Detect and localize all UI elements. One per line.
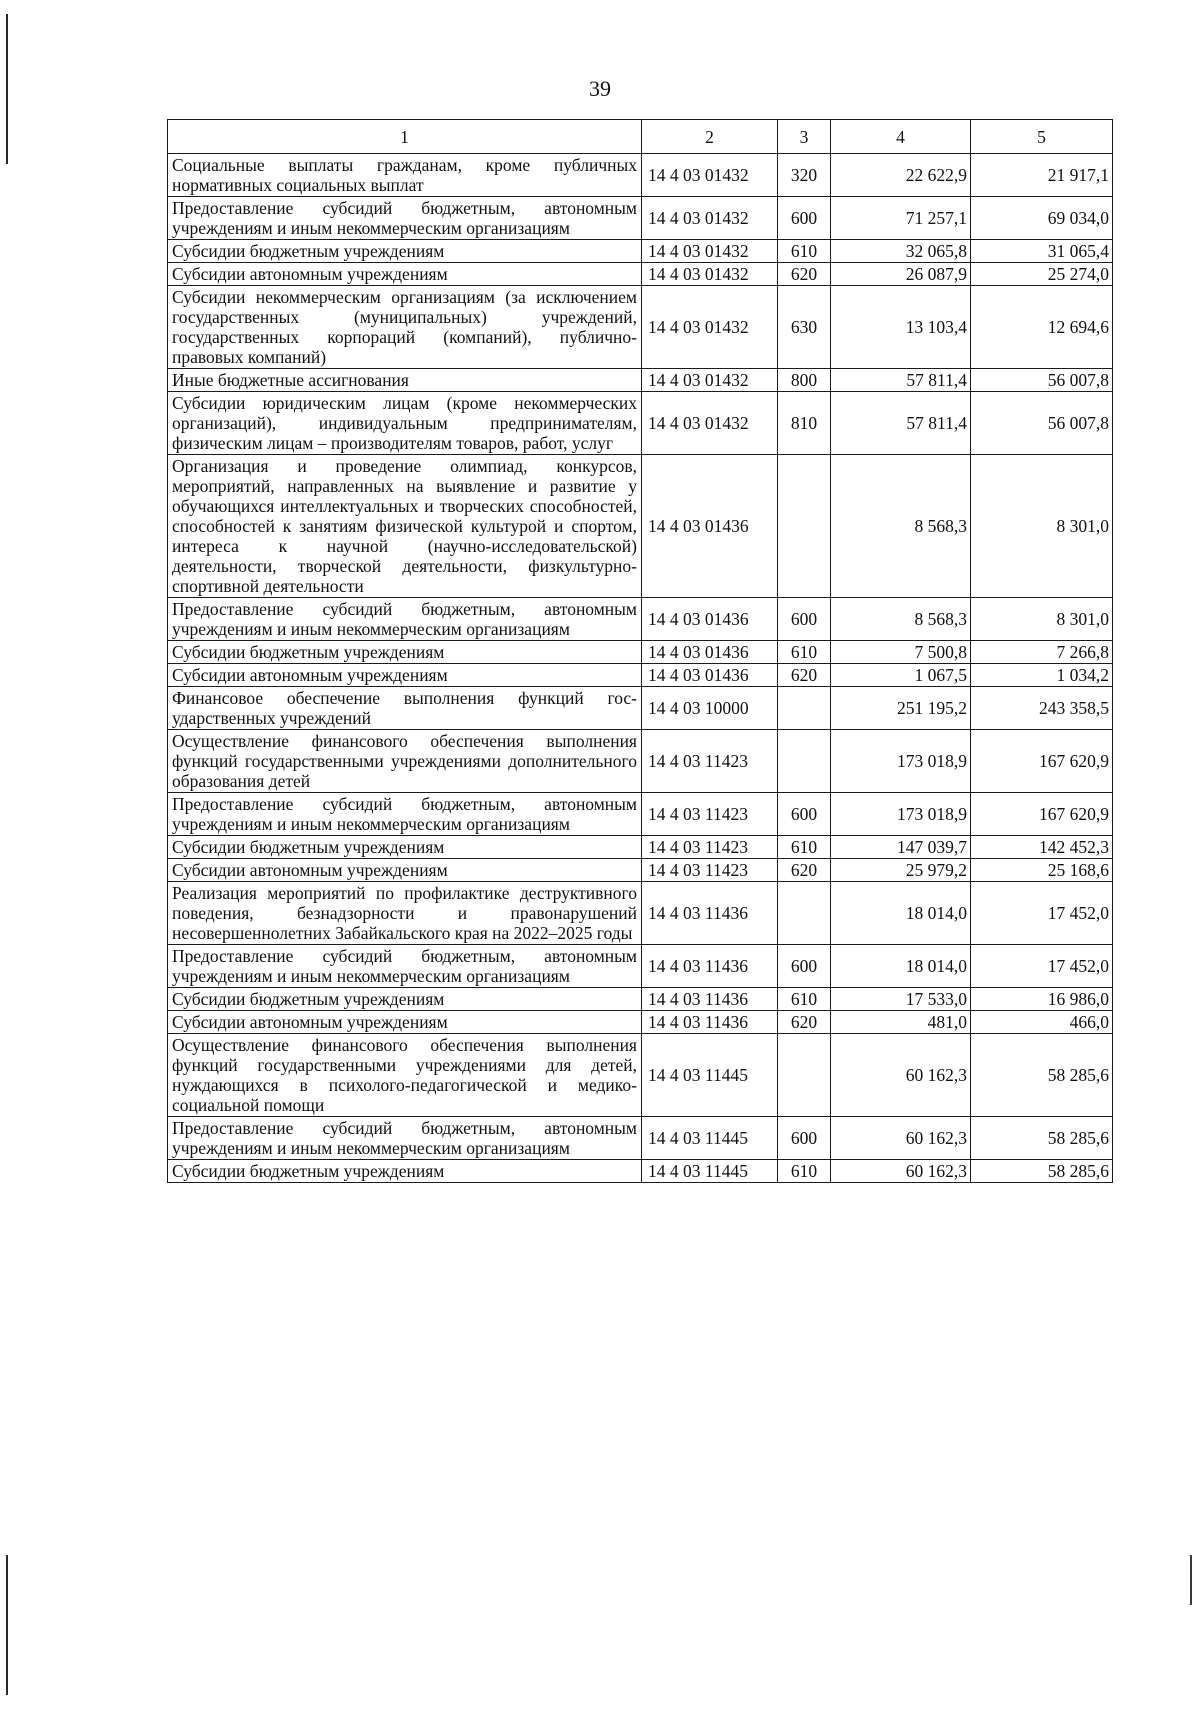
- row-value-5-cell: 21 917,1: [971, 154, 1113, 197]
- table-row: [168, 836, 1113, 859]
- table-row: [168, 1011, 1113, 1034]
- header-cell-2: 2: [642, 120, 778, 154]
- table-row: [168, 945, 1113, 988]
- row-value-4-cell: 147 039,7: [831, 836, 971, 859]
- row-value-4-cell: 251 195,2: [831, 687, 971, 730]
- row-value-5-cell: 58 285,6: [971, 1117, 1113, 1160]
- row-name-cell: Осуществление финансового обеспечения выполнения функций государственными учреждениями для детей, нуждающихся в психолого-педагогической и медико-социальной помощи: [168, 1034, 642, 1117]
- row-type-cell: 610: [778, 641, 831, 664]
- row-code-cell: 14 4 03 01432: [642, 392, 778, 455]
- row-name-cell: Иные бюджетные ассигнования: [168, 369, 642, 392]
- table-row: [168, 1117, 1113, 1160]
- row-type-cell: 320: [778, 154, 831, 197]
- row-value-4-cell: 32 065,8: [831, 240, 971, 263]
- row-value-4-cell: 1 067,5: [831, 664, 971, 687]
- row-code-cell: 14 4 03 11445: [642, 1034, 778, 1117]
- table-row: [168, 598, 1113, 641]
- table-row: [168, 988, 1113, 1011]
- row-name-cell: Субсидии автономным учреждениям: [168, 859, 642, 882]
- row-name-cell: Социальные выплаты гражданам, кроме публичных нормативных социальных выплат: [168, 154, 642, 197]
- row-value-5-cell: 17 452,0: [971, 882, 1113, 945]
- row-value-5-cell: 56 007,8: [971, 369, 1113, 392]
- row-code-cell: 14 4 03 01432: [642, 197, 778, 240]
- row-type-cell: 800: [778, 369, 831, 392]
- row-value-5-cell: 8 301,0: [971, 455, 1113, 598]
- row-name-cell: Субсидии юридическим лицам (кроме некоммерческих организаций), индивидуальным предпринимателям, физическим лицам – производителям товаров, работ, услуг: [168, 392, 642, 455]
- table-row: [168, 240, 1113, 263]
- row-name-cell: Предоставление субсидий бюджетным, автономным учреждениям и иным некоммерческим организациям: [168, 197, 642, 240]
- header-cell-4: 4: [831, 120, 971, 154]
- row-code-cell: 14 4 03 01432: [642, 240, 778, 263]
- row-value-4-cell: 17 533,0: [831, 988, 971, 1011]
- row-value-4-cell: 8 568,3: [831, 455, 971, 598]
- table-row: [168, 455, 1113, 598]
- row-code-cell: 14 4 03 01432: [642, 263, 778, 286]
- row-code-cell: 14 4 03 01436: [642, 455, 778, 598]
- row-value-5-cell: 17 452,0: [971, 945, 1113, 988]
- row-type-cell: 620: [778, 664, 831, 687]
- row-type-cell: 810: [778, 392, 831, 455]
- row-name-cell: Субсидии бюджетным учреждениям: [168, 836, 642, 859]
- row-value-4-cell: 173 018,9: [831, 730, 971, 793]
- header-cell-5: 5: [971, 120, 1113, 154]
- table-row: [168, 793, 1113, 836]
- row-code-cell: 14 4 03 11436: [642, 988, 778, 1011]
- table-row: [168, 664, 1113, 687]
- table-row: [168, 730, 1113, 793]
- row-value-5-cell: 1 034,2: [971, 664, 1113, 687]
- row-value-5-cell: 25 274,0: [971, 263, 1113, 286]
- row-code-cell: 14 4 03 11423: [642, 793, 778, 836]
- row-value-4-cell: 26 087,9: [831, 263, 971, 286]
- row-value-4-cell: 57 811,4: [831, 369, 971, 392]
- row-value-4-cell: 13 103,4: [831, 286, 971, 369]
- row-value-5-cell: 56 007,8: [971, 392, 1113, 455]
- row-value-4-cell: 57 811,4: [831, 392, 971, 455]
- row-type-cell: 610: [778, 1160, 831, 1183]
- row-type-cell: 620: [778, 263, 831, 286]
- row-name-cell: Субсидии автономным учреждениям: [168, 664, 642, 687]
- row-code-cell: 14 4 03 11436: [642, 882, 778, 945]
- row-value-4-cell: 71 257,1: [831, 197, 971, 240]
- table-row: [168, 687, 1113, 730]
- page-number: 39: [589, 76, 611, 101]
- row-code-cell: 14 4 03 10000: [642, 687, 778, 730]
- row-value-4-cell: 8 568,3: [831, 598, 971, 641]
- row-code-cell: 14 4 03 11445: [642, 1160, 778, 1183]
- row-code-cell: 14 4 03 01436: [642, 641, 778, 664]
- row-value-4-cell: 18 014,0: [831, 945, 971, 988]
- row-value-5-cell: 167 620,9: [971, 793, 1113, 836]
- row-type-cell: 600: [778, 945, 831, 988]
- row-value-4-cell: 60 162,3: [831, 1117, 971, 1160]
- table-row: [168, 1160, 1113, 1183]
- row-code-cell: 14 4 03 11423: [642, 836, 778, 859]
- row-value-5-cell: 8 301,0: [971, 598, 1113, 641]
- row-type-cell: 620: [778, 1011, 831, 1034]
- row-code-cell: 14 4 03 01432: [642, 154, 778, 197]
- row-type-cell: 600: [778, 1117, 831, 1160]
- row-type-cell: 610: [778, 988, 831, 1011]
- row-type-cell: 600: [778, 197, 831, 240]
- row-name-cell: Субсидии бюджетным учреждениям: [168, 240, 642, 263]
- row-value-4-cell: 481,0: [831, 1011, 971, 1034]
- row-code-cell: 14 4 03 01432: [642, 286, 778, 369]
- row-type-cell: 630: [778, 286, 831, 369]
- header-cell-1: 1: [168, 120, 642, 154]
- row-value-5-cell: 142 452,3: [971, 836, 1113, 859]
- row-value-5-cell: 243 358,5: [971, 687, 1113, 730]
- row-value-4-cell: 60 162,3: [831, 1034, 971, 1117]
- row-code-cell: 14 4 03 01436: [642, 664, 778, 687]
- row-name-cell: Субсидии бюджетным учреждениям: [168, 641, 642, 664]
- table-row: [168, 286, 1113, 369]
- row-code-cell: 14 4 03 11436: [642, 1011, 778, 1034]
- row-type-cell: [778, 730, 831, 793]
- table-row: [168, 369, 1113, 392]
- row-value-5-cell: 12 694,6: [971, 286, 1113, 369]
- row-name-cell: Субсидии некоммерческим организациям (за исключением государственных (муниципальных) учреждений, государственных корпораций (компаний), публично-правовых компаний): [168, 286, 642, 369]
- row-name-cell: Предоставление субсидий бюджетным, автономным учреждениям и иным некоммерческим организациям: [168, 793, 642, 836]
- row-code-cell: 14 4 03 11423: [642, 730, 778, 793]
- row-type-cell: [778, 455, 831, 598]
- table-row: [168, 154, 1113, 197]
- table-body: [168, 120, 1113, 1183]
- table-header-row: [168, 120, 1113, 154]
- table-row: [168, 392, 1113, 455]
- table-row: [168, 641, 1113, 664]
- row-name-cell: Субсидии автономным учреждениям: [168, 1011, 642, 1034]
- row-value-5-cell: 466,0: [971, 1011, 1113, 1034]
- row-value-4-cell: 7 500,8: [831, 641, 971, 664]
- row-type-cell: 610: [778, 836, 831, 859]
- row-name-cell: Субсидии бюджетным учреждениям: [168, 1160, 642, 1183]
- row-code-cell: 14 4 03 01432: [642, 369, 778, 392]
- row-code-cell: 14 4 03 01436: [642, 598, 778, 641]
- scan-edge-left-lower: [6, 1555, 8, 1695]
- table-row: [168, 263, 1113, 286]
- row-code-cell: 14 4 03 11445: [642, 1117, 778, 1160]
- row-value-4-cell: 173 018,9: [831, 793, 971, 836]
- row-type-cell: 620: [778, 859, 831, 882]
- row-value-5-cell: 58 285,6: [971, 1034, 1113, 1117]
- row-name-cell: Предоставление субсидий бюджетным, автономным учреждениям и иным некоммерческим организациям: [168, 945, 642, 988]
- row-code-cell: 14 4 03 11423: [642, 859, 778, 882]
- row-value-5-cell: 69 034,0: [971, 197, 1113, 240]
- row-value-4-cell: 25 979,2: [831, 859, 971, 882]
- row-name-cell: Организация и проведение олимпиад, конкурсов, мероприятий, направленных на выявление и развитие у обучающихся интеллектуальных и творческих способностей, способностей к занятиям физической культурой и спортом, интереса к научной (научно-исследовательской) деятельности, творческой деятельности, физкультурно-спортивной деятельности: [168, 455, 642, 598]
- row-name-cell: Субсидии бюджетным учреждениям: [168, 988, 642, 1011]
- table-row: [168, 859, 1113, 882]
- table-row: [168, 882, 1113, 945]
- row-type-cell: [778, 1034, 831, 1117]
- row-name-cell: Осуществление финансового обеспечения выполнения функций государственными учреждениями дополнительного образования детей: [168, 730, 642, 793]
- row-name-cell: Предоставление субсидий бюджетным, автономным учреждениям и иным некоммерческим организациям: [168, 598, 642, 641]
- scan-edge-right: [1190, 1555, 1192, 1605]
- row-value-5-cell: 7 266,8: [971, 641, 1113, 664]
- budget-table: [167, 119, 1113, 1183]
- row-name-cell: Субсидии автономным учреждениям: [168, 263, 642, 286]
- table-row: [168, 1034, 1113, 1117]
- row-value-5-cell: 25 168,6: [971, 859, 1113, 882]
- row-name-cell: Финансовое обеспечение выполнения функций государственных учреждений: [168, 687, 642, 730]
- row-type-cell: [778, 882, 831, 945]
- row-type-cell: 600: [778, 598, 831, 641]
- header-cell-3: 3: [778, 120, 831, 154]
- row-value-4-cell: 60 162,3: [831, 1160, 971, 1183]
- row-value-5-cell: 16 986,0: [971, 988, 1113, 1011]
- row-value-5-cell: 167 620,9: [971, 730, 1113, 793]
- row-value-4-cell: 22 622,9: [831, 154, 971, 197]
- row-code-cell: 14 4 03 11436: [642, 945, 778, 988]
- row-name-cell: Предоставление субсидий бюджетным, автономным учреждениям и иным некоммерческим организациям: [168, 1117, 642, 1160]
- row-name-cell: Реализация мероприятий по профилактике деструктивного поведения, безнадзорности и правонарушений несовершеннолетних Забайкальского края на 2022–2025 годы: [168, 882, 642, 945]
- row-value-5-cell: 58 285,6: [971, 1160, 1113, 1183]
- row-value-5-cell: 31 065,4: [971, 240, 1113, 263]
- row-type-cell: 600: [778, 793, 831, 836]
- row-type-cell: [778, 687, 831, 730]
- table-row: [168, 197, 1113, 240]
- row-type-cell: 610: [778, 240, 831, 263]
- row-value-4-cell: 18 014,0: [831, 882, 971, 945]
